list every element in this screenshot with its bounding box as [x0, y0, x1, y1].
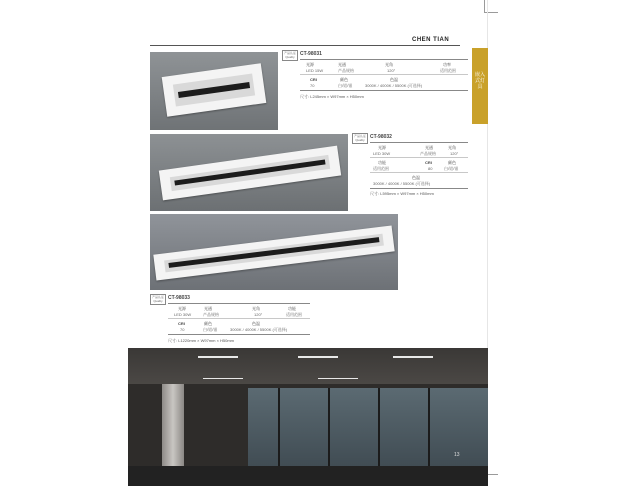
spec-value: 适用范围: [373, 166, 389, 171]
model-number: CT-98033: [168, 295, 190, 301]
spec-value: 120°: [450, 151, 459, 156]
ceiling: [128, 348, 488, 384]
spec-label: 功能: [378, 160, 386, 165]
interior-scene-photo: [128, 348, 488, 486]
crop-mark: [484, 0, 485, 12]
spec-rule: [300, 59, 468, 60]
fixture-image: [159, 146, 341, 201]
product-photo-ct-98033: [150, 214, 398, 290]
spec-value: 120°: [387, 68, 396, 73]
spec-label: 光源: [378, 145, 386, 150]
spec-label: 光角: [252, 306, 260, 311]
floor: [128, 466, 488, 486]
spec-label: 颜色: [448, 160, 456, 165]
dimensions: 尺寸: L595mm × W97mm × H50mm: [370, 191, 434, 196]
spec-rule: [168, 303, 310, 304]
spec-label: CRI: [425, 160, 432, 165]
spec-label: 光角: [448, 145, 456, 150]
fixture-image: [162, 63, 267, 117]
spec-label: 颜色: [204, 321, 212, 326]
quality-badge: 产品认证 Quality: [151, 295, 164, 303]
spec-label: 光通: [425, 145, 433, 150]
brand-name: CHEN TIAN: [412, 37, 450, 43]
product-photo-ct-98032: [150, 134, 348, 211]
spec-rule: [370, 172, 468, 173]
spec-label: 功率: [443, 62, 451, 67]
spec-rule: [370, 142, 468, 143]
ceiling-light: [318, 378, 358, 379]
spec-value: 白/铝/银: [203, 327, 218, 332]
spec-rule: [370, 188, 468, 189]
side-category-tab[interactable]: [472, 48, 488, 124]
spec-label: 光角: [385, 62, 393, 67]
model-number: CT-98032: [370, 134, 392, 140]
spec-rule: [168, 334, 310, 335]
model-number: CT-98031: [300, 51, 322, 57]
spec-value: 70: [310, 83, 315, 88]
spec-label: 光通: [204, 306, 212, 311]
spec-value: 80: [428, 166, 433, 171]
spec-label: CRI: [310, 77, 317, 82]
spec-value: 产品规格: [203, 312, 219, 317]
ceiling-light: [393, 356, 433, 358]
spec-value: 120°: [254, 312, 263, 317]
ceiling-light: [298, 356, 338, 358]
spec-label: 光通: [338, 62, 346, 67]
header-rule: [150, 45, 460, 46]
quality-badge: 产品认证 Quality: [283, 51, 296, 59]
page-number: 13: [454, 452, 460, 458]
side-tab-label: 嵌入式灯具: [475, 72, 486, 90]
product-photo-ct-98031: [150, 52, 278, 130]
spec-value: LED 30W: [174, 312, 192, 317]
spec-value: 70: [180, 327, 185, 332]
spec-rule: [370, 157, 468, 158]
ceiling-light: [198, 356, 238, 358]
dimensions: 尺寸: L245mm × W97mm × H50mm: [300, 94, 364, 99]
spec-value: 3000K / 4000K / 5500K (可选择): [373, 181, 431, 186]
spec-label: 色温: [390, 77, 398, 82]
spec-value: 产品规格: [420, 151, 436, 156]
spec-label: 色温: [412, 175, 420, 180]
fixture-image: [153, 225, 394, 280]
spec-value: 产品规格: [338, 68, 354, 73]
quality-badge: 产品认证 Quality: [353, 134, 366, 142]
ceiling-light: [203, 378, 243, 379]
spec-label: 色温: [252, 321, 260, 326]
spec-label: 光源: [178, 306, 186, 311]
spec-value: 适用范围: [286, 312, 302, 317]
spec-label: CRI: [178, 321, 185, 326]
spec-value: 适用范围: [440, 68, 456, 73]
spec-rule: [300, 90, 468, 91]
spec-label: 颜色: [340, 77, 348, 82]
spec-value: LED 30W: [373, 151, 391, 156]
spec-value: LED 15W: [306, 68, 324, 73]
spec-value: 3000K / 4000K / 5500K (可选择): [365, 83, 423, 88]
spec-label: 光源: [306, 62, 314, 67]
spec-value: 白/铝/银: [444, 166, 459, 171]
spec-rule: [300, 74, 468, 75]
spec-value: 白/铝/银: [338, 83, 353, 88]
spec-value: 3000K / 4000K / 5500K (可选择): [230, 327, 288, 332]
spec-rule: [168, 318, 310, 319]
dimensions: 尺寸: L1220mm × W97mm × H50mm: [168, 338, 235, 343]
spec-label: 功能: [288, 306, 296, 311]
